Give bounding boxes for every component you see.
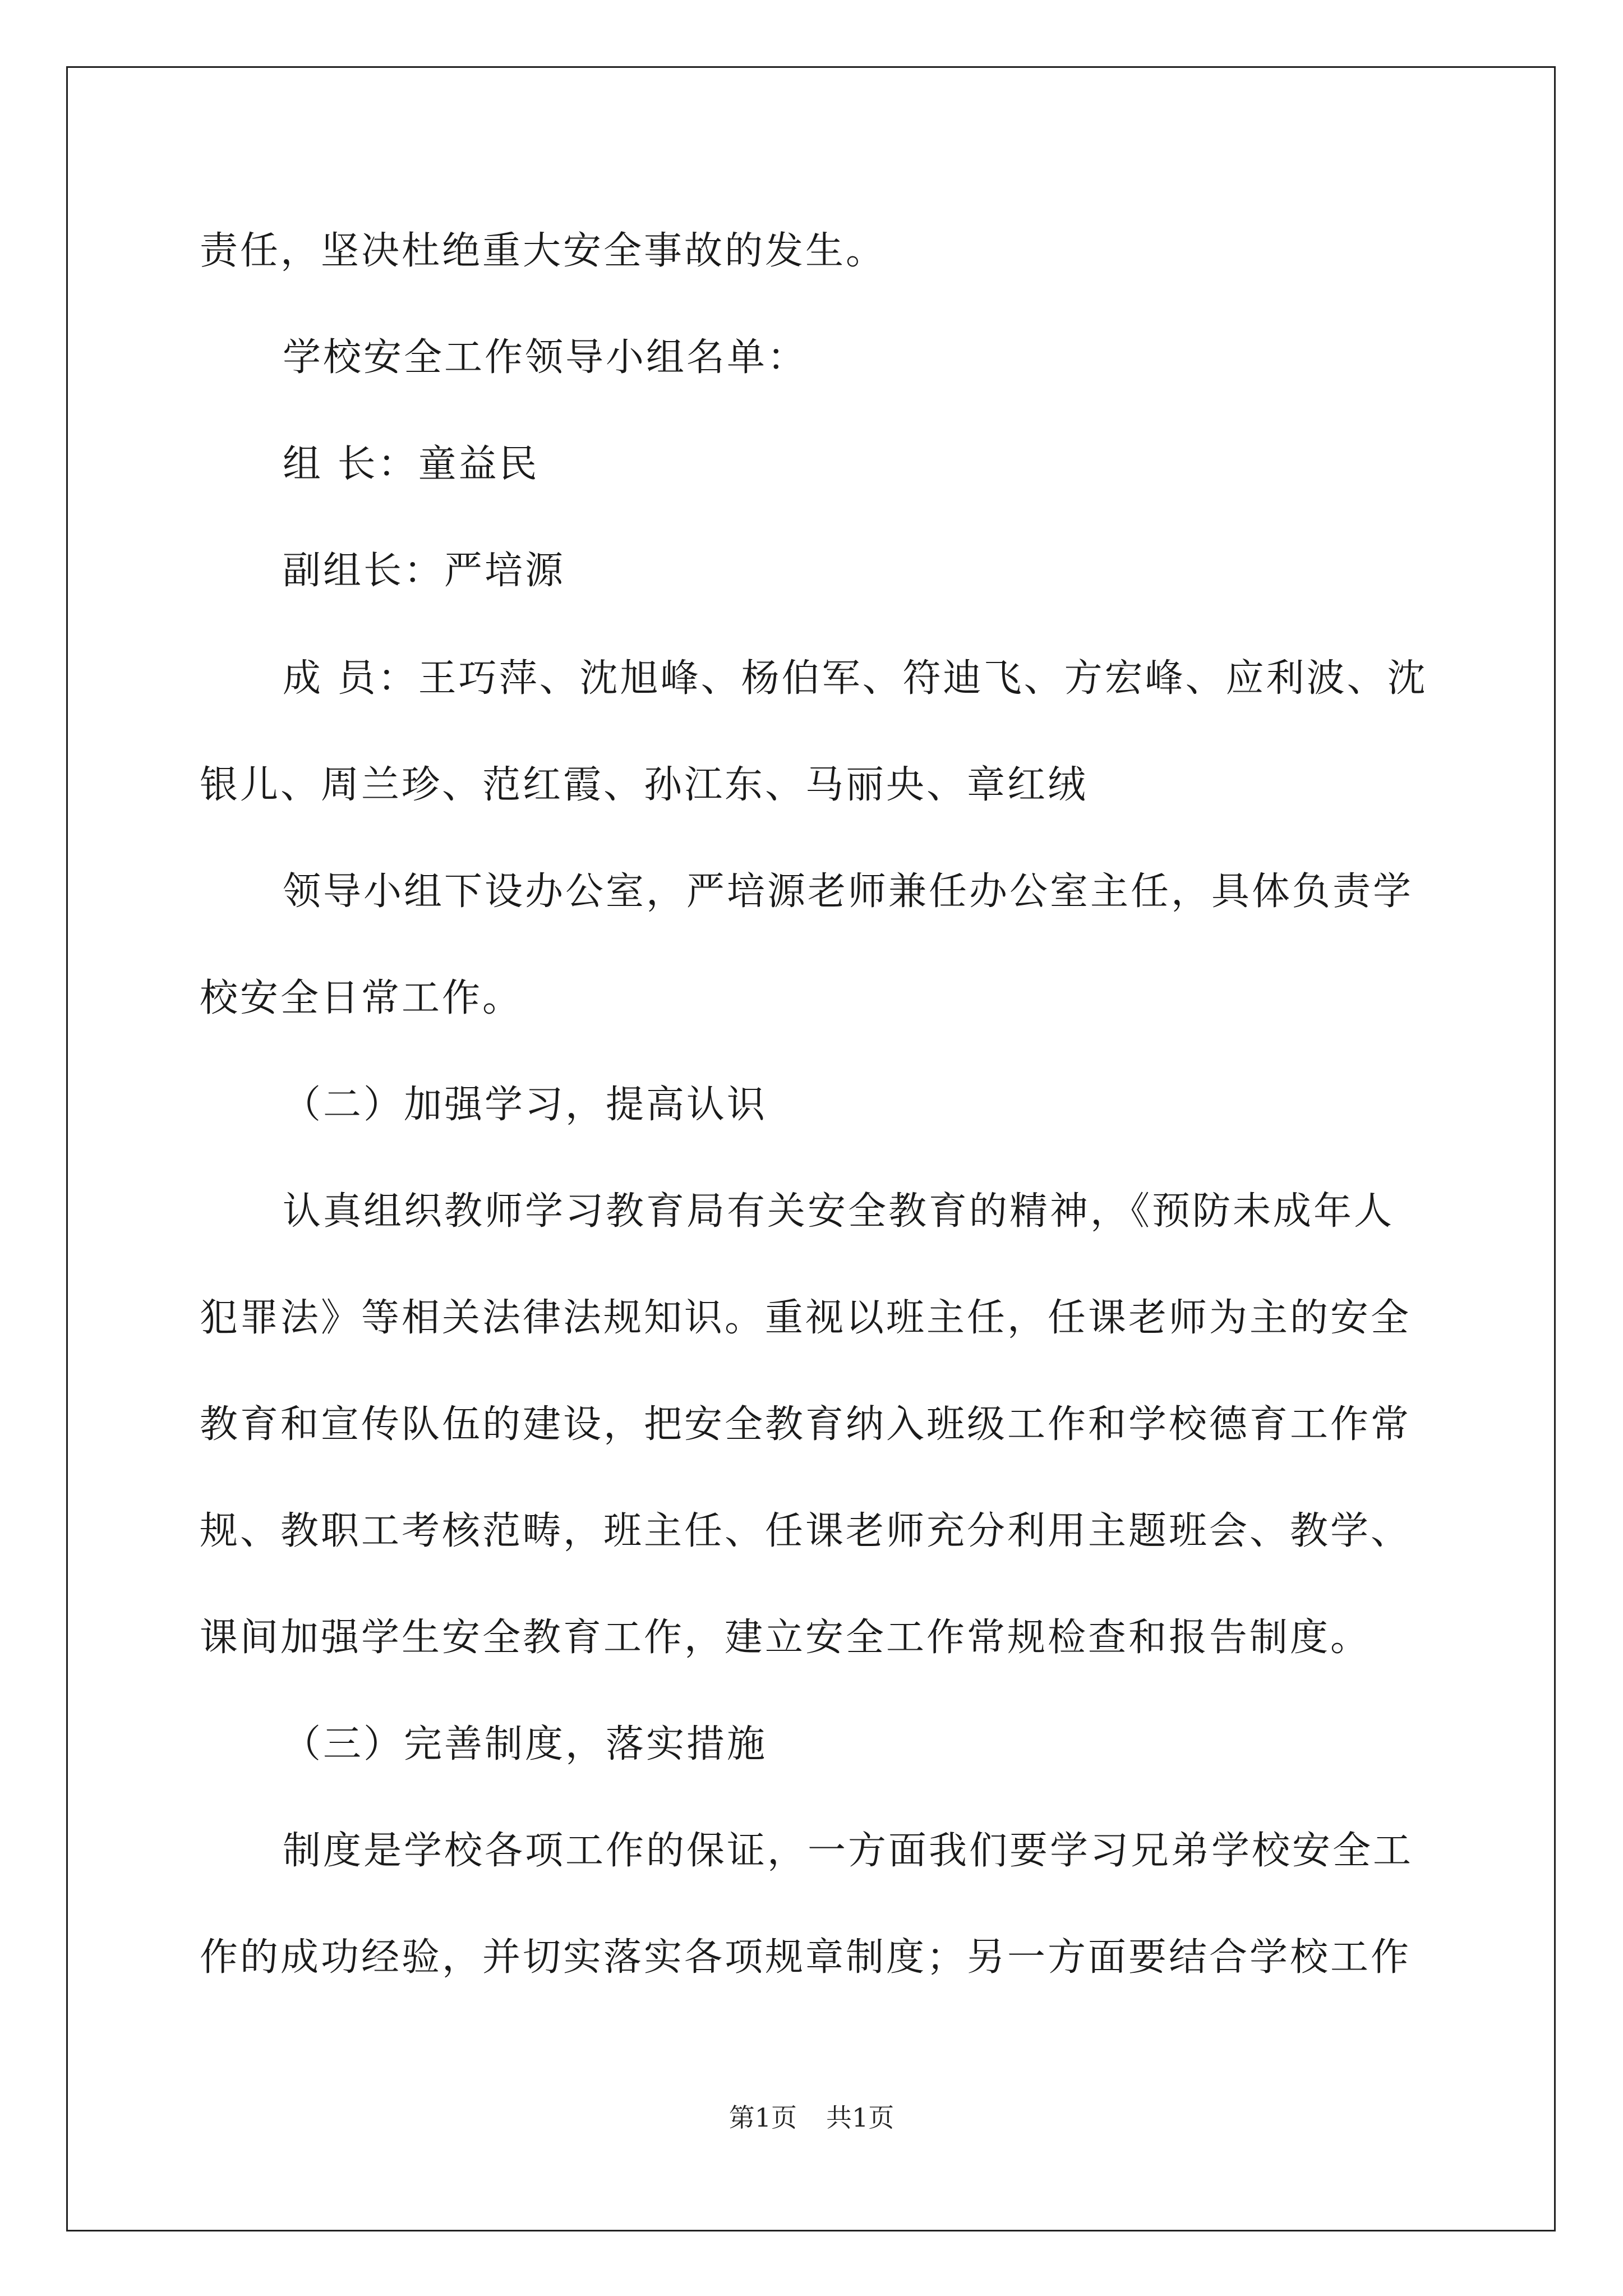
text-line-study: 认真组织教师学习教育局有关安全教育的精神，《预防未成年人: [283, 1189, 1395, 1234]
text-line-system: 制度是学校各项工作的保证，一方面我们要学习兄弟学校安全工: [283, 1829, 1414, 1873]
text-line-members-continued: 银儿、周兰珍、范红霞、孙江东、马丽央、章红绒: [200, 763, 1089, 807]
text-line-system-2: 作的成功经验，并切实落实各项规章制度；另一方面要结合学校工作: [200, 1935, 1412, 1980]
page-border: [66, 66, 1556, 2231]
page-number: 第1页: [728, 2102, 797, 2133]
section-heading-3: （三）完善制度，落实措施: [283, 1722, 768, 1766]
text-line-office-continued: 校安全日常工作。: [200, 976, 523, 1020]
text-line-study-5: 课间加强学生安全教育工作，建立安全工作常规检查和报告制度。: [200, 1616, 1371, 1660]
text-line-continuation: 责任，坚决杜绝重大安全事故的发生。: [200, 229, 887, 273]
text-line-leadership-list-heading: 学校安全工作领导小组名单：: [283, 335, 808, 380]
text-line-study-4: 规、教职工考核范畴，班主任、任课老师充分利用主题班会、教学、: [200, 1509, 1412, 1553]
text-line-study-3: 教育和宣传队伍的建设，把安全教育纳入班级工作和学校德育工作常: [200, 1402, 1412, 1447]
section-heading-2: （二）加强学习，提高认识: [283, 1083, 768, 1127]
text-line-members: 成 员：王巧萍、沈旭峰、杨伯军、符迪飞、方宏峰、应利波、沈: [283, 656, 1428, 701]
page-footer: [0, 2101, 1623, 2134]
text-line-office: 领导小组下设办公室，严培源老师兼任办公室主任，具体负责学: [283, 869, 1414, 914]
page-total: 共1页: [826, 2102, 895, 2133]
text-line-deputy-leader: 副组长：严培源: [283, 549, 566, 593]
text-line-group-leader: 组 长：童益民: [283, 442, 540, 486]
text-line-study-2: 犯罪法》等相关法律法规知识。重视以班主任，任课老师为主的安全: [200, 1296, 1412, 1340]
